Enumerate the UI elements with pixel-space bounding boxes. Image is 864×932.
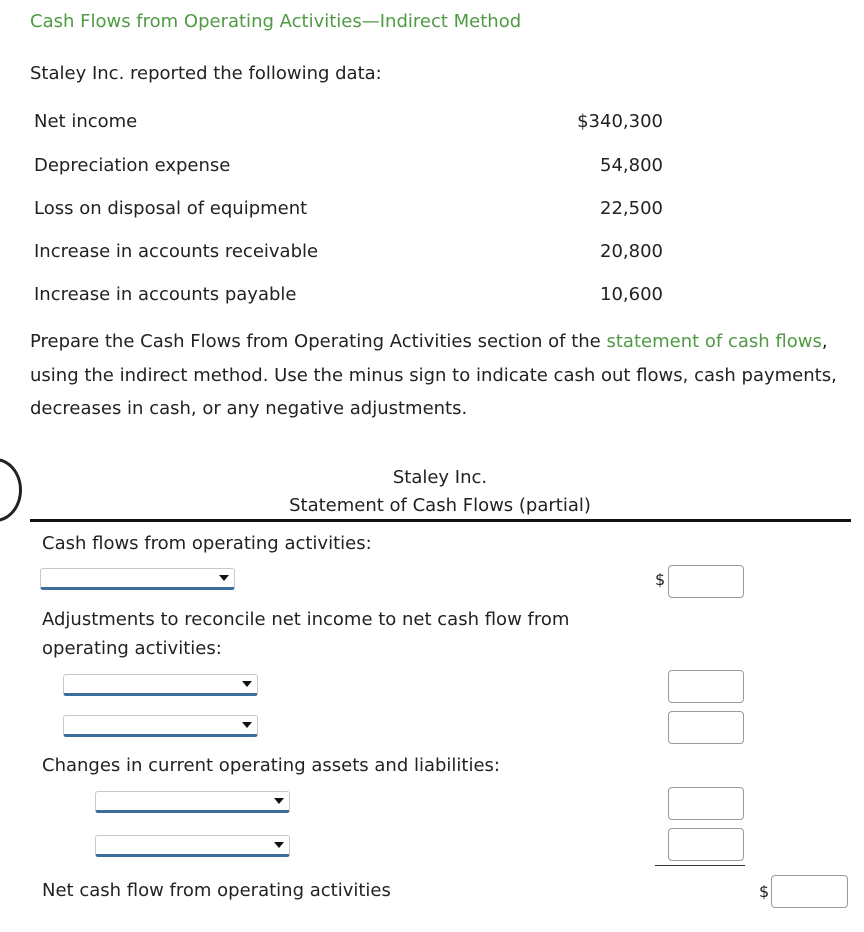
dropdown-adjustment-1[interactable] <box>63 674 258 696</box>
data-label-accounts-receivable: Increase in accounts receivable <box>34 241 319 262</box>
data-label-loss-disposal: Loss on disposal of equipment <box>34 198 308 219</box>
amount-input-change-2[interactable] <box>668 828 744 861</box>
currency-symbol: $ <box>655 570 666 589</box>
amount-input-adjustment-2[interactable] <box>668 711 744 744</box>
section-adjustments-label: Adjustments to reconcile net income to net cash flow from operating activities: <box>42 609 570 659</box>
amount-input-net-income[interactable] <box>668 565 744 598</box>
dropdown-change-1[interactable] <box>95 791 290 813</box>
step-indicator-circle <box>0 458 22 522</box>
data-value-accounts-payable: 10,600 <box>600 284 663 305</box>
section-operating-label: Cash flows from operating activities: <box>42 533 372 554</box>
chevron-down-icon <box>274 842 284 848</box>
amount-input-change-1[interactable] <box>668 787 744 820</box>
instructions-text-end: , using the indirect method. Use the minus sign to indicate cash out flows, cash payments, decreases in cash, or any negative adjustments. <box>30 331 837 419</box>
instructions <box>30 325 856 426</box>
dropdown-change-2[interactable] <box>95 835 290 857</box>
net-cash-flow-label: Net cash flow from operating activities <box>42 880 391 901</box>
data-label-net-income: Net income <box>34 111 138 132</box>
section-changes-label: Changes in current operating assets and liabilities: <box>42 755 500 776</box>
dropdown-adjustment-2[interactable] <box>63 715 258 737</box>
data-label-accounts-payable: Increase in accounts payable <box>34 284 297 305</box>
intro-text: Staley Inc. reported the following data: <box>30 63 382 84</box>
chevron-down-icon <box>242 722 252 728</box>
statement-title: Statement of Cash Flows (partial) <box>289 495 591 516</box>
glossary-link-statement-of-cash-flows[interactable]: statement of cash flows <box>606 331 822 352</box>
data-value-loss-disposal: 22,500 <box>600 198 663 219</box>
statement-divider <box>30 519 851 522</box>
data-value-depreciation: 54,800 <box>600 155 663 176</box>
subtotal-rule <box>655 865 745 866</box>
currency-symbol: $ <box>759 882 770 901</box>
page-title: Cash Flows from Operating Activities—Indirect Method <box>30 11 522 32</box>
statement-company: Staley Inc. <box>392 467 488 488</box>
dropdown-operating-item[interactable] <box>40 568 235 590</box>
chevron-down-icon <box>242 681 252 687</box>
data-value-net-income: $340,300 <box>577 111 663 132</box>
chevron-down-icon <box>274 798 284 804</box>
amount-input-adjustment-1[interactable] <box>668 670 744 703</box>
data-value-accounts-receivable: 20,800 <box>600 241 663 262</box>
data-label-depreciation: Depreciation expense <box>34 155 231 176</box>
amount-input-net-cash-flow[interactable] <box>771 875 848 908</box>
chevron-down-icon <box>219 575 229 581</box>
instructions-text-start: Prepare the Cash Flows from Operating Activities section of the <box>30 331 607 352</box>
